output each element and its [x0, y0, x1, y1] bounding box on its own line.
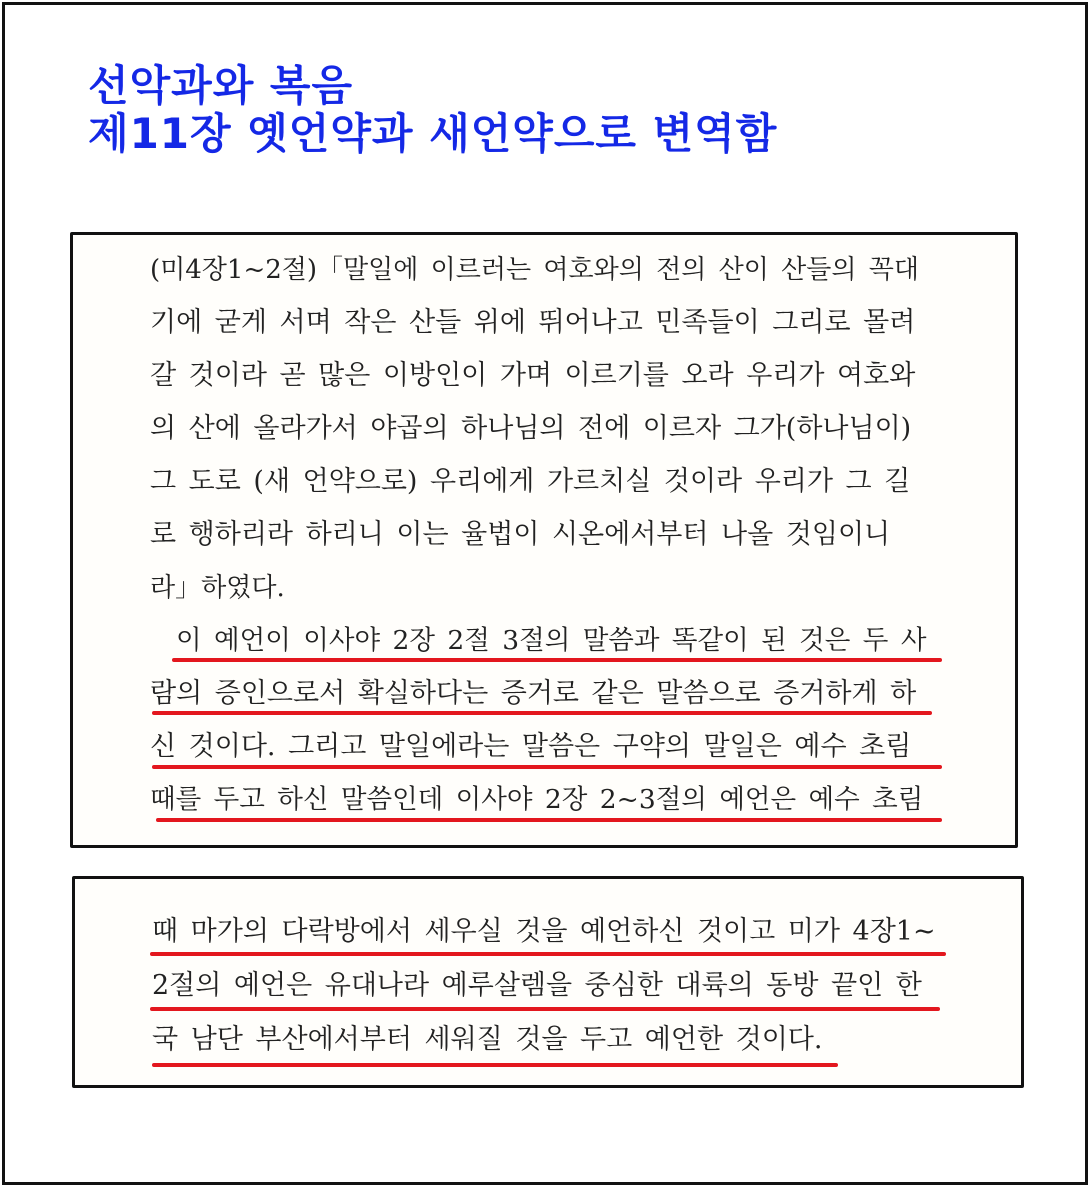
- red-underline: [152, 1063, 838, 1067]
- text-line-highlighted: 2절의 예언은 유대나라 예루살렘을 중심한 대륙의 동방 끝인 한: [152, 970, 922, 1001]
- text-line: 기에 굳게 서며 작은 산들 위에 뛰어나고 민족들이 그리로 몰려: [150, 307, 916, 338]
- text-line-highlighted: 신 것이다. 그리고 말일에라는 말씀은 구약의 말일은 예수 초림: [150, 731, 912, 762]
- text-line-highlighted: 국 남단 부산에서부터 세워질 것을 두고 예언한 것이다.: [152, 1024, 823, 1055]
- text-line-highlighted: 람의 증인으로서 확실하다는 증거로 같은 말씀으로 증거하게 하: [150, 678, 917, 709]
- text-line: 의 산에 올라가서 야곱의 하나님의 전에 이르자 그가(하나님이): [150, 413, 912, 444]
- text-line: 그 도로 (새 언약으로) 우리에게 가르치실 것이라 우리가 그 길: [150, 466, 911, 497]
- text-line: 라」하였다.: [150, 573, 285, 603]
- text-line-highlighted: 때를 두고 하신 말씀인데 이사야 2장 2~3절의 예언은 예수 초림: [150, 784, 924, 815]
- text-line: (미4장1~2절)「말일에 이르러는 여호와의 전의 산이 산들의 꼭대: [150, 255, 919, 285]
- page-title: 선악과와 복음: [88, 61, 354, 110]
- text-line: 로 행하리라 하리니 이는 율법이 시온에서부터 나올 것임이니: [150, 519, 891, 550]
- red-underline: [156, 818, 942, 822]
- red-underline: [172, 658, 942, 662]
- page-subtitle: 제11장 옛언약과 새언약으로 변역함: [88, 109, 778, 158]
- text-line-highlighted: 이 예언이 이사야 2장 2절 3절의 말씀과 똑같이 된 것은 두 사: [176, 625, 927, 656]
- text-line: 갈 것이라 곧 많은 이방인이 가며 이르기를 오라 우리가 여호와: [150, 360, 916, 391]
- red-underline: [150, 952, 946, 956]
- red-underline: [152, 711, 932, 715]
- text-line-highlighted: 때 마가의 다락방에서 세우실 것을 예언하신 것이고 미가 4장1~: [152, 916, 936, 947]
- red-underline: [150, 1007, 940, 1011]
- red-underline: [152, 765, 942, 769]
